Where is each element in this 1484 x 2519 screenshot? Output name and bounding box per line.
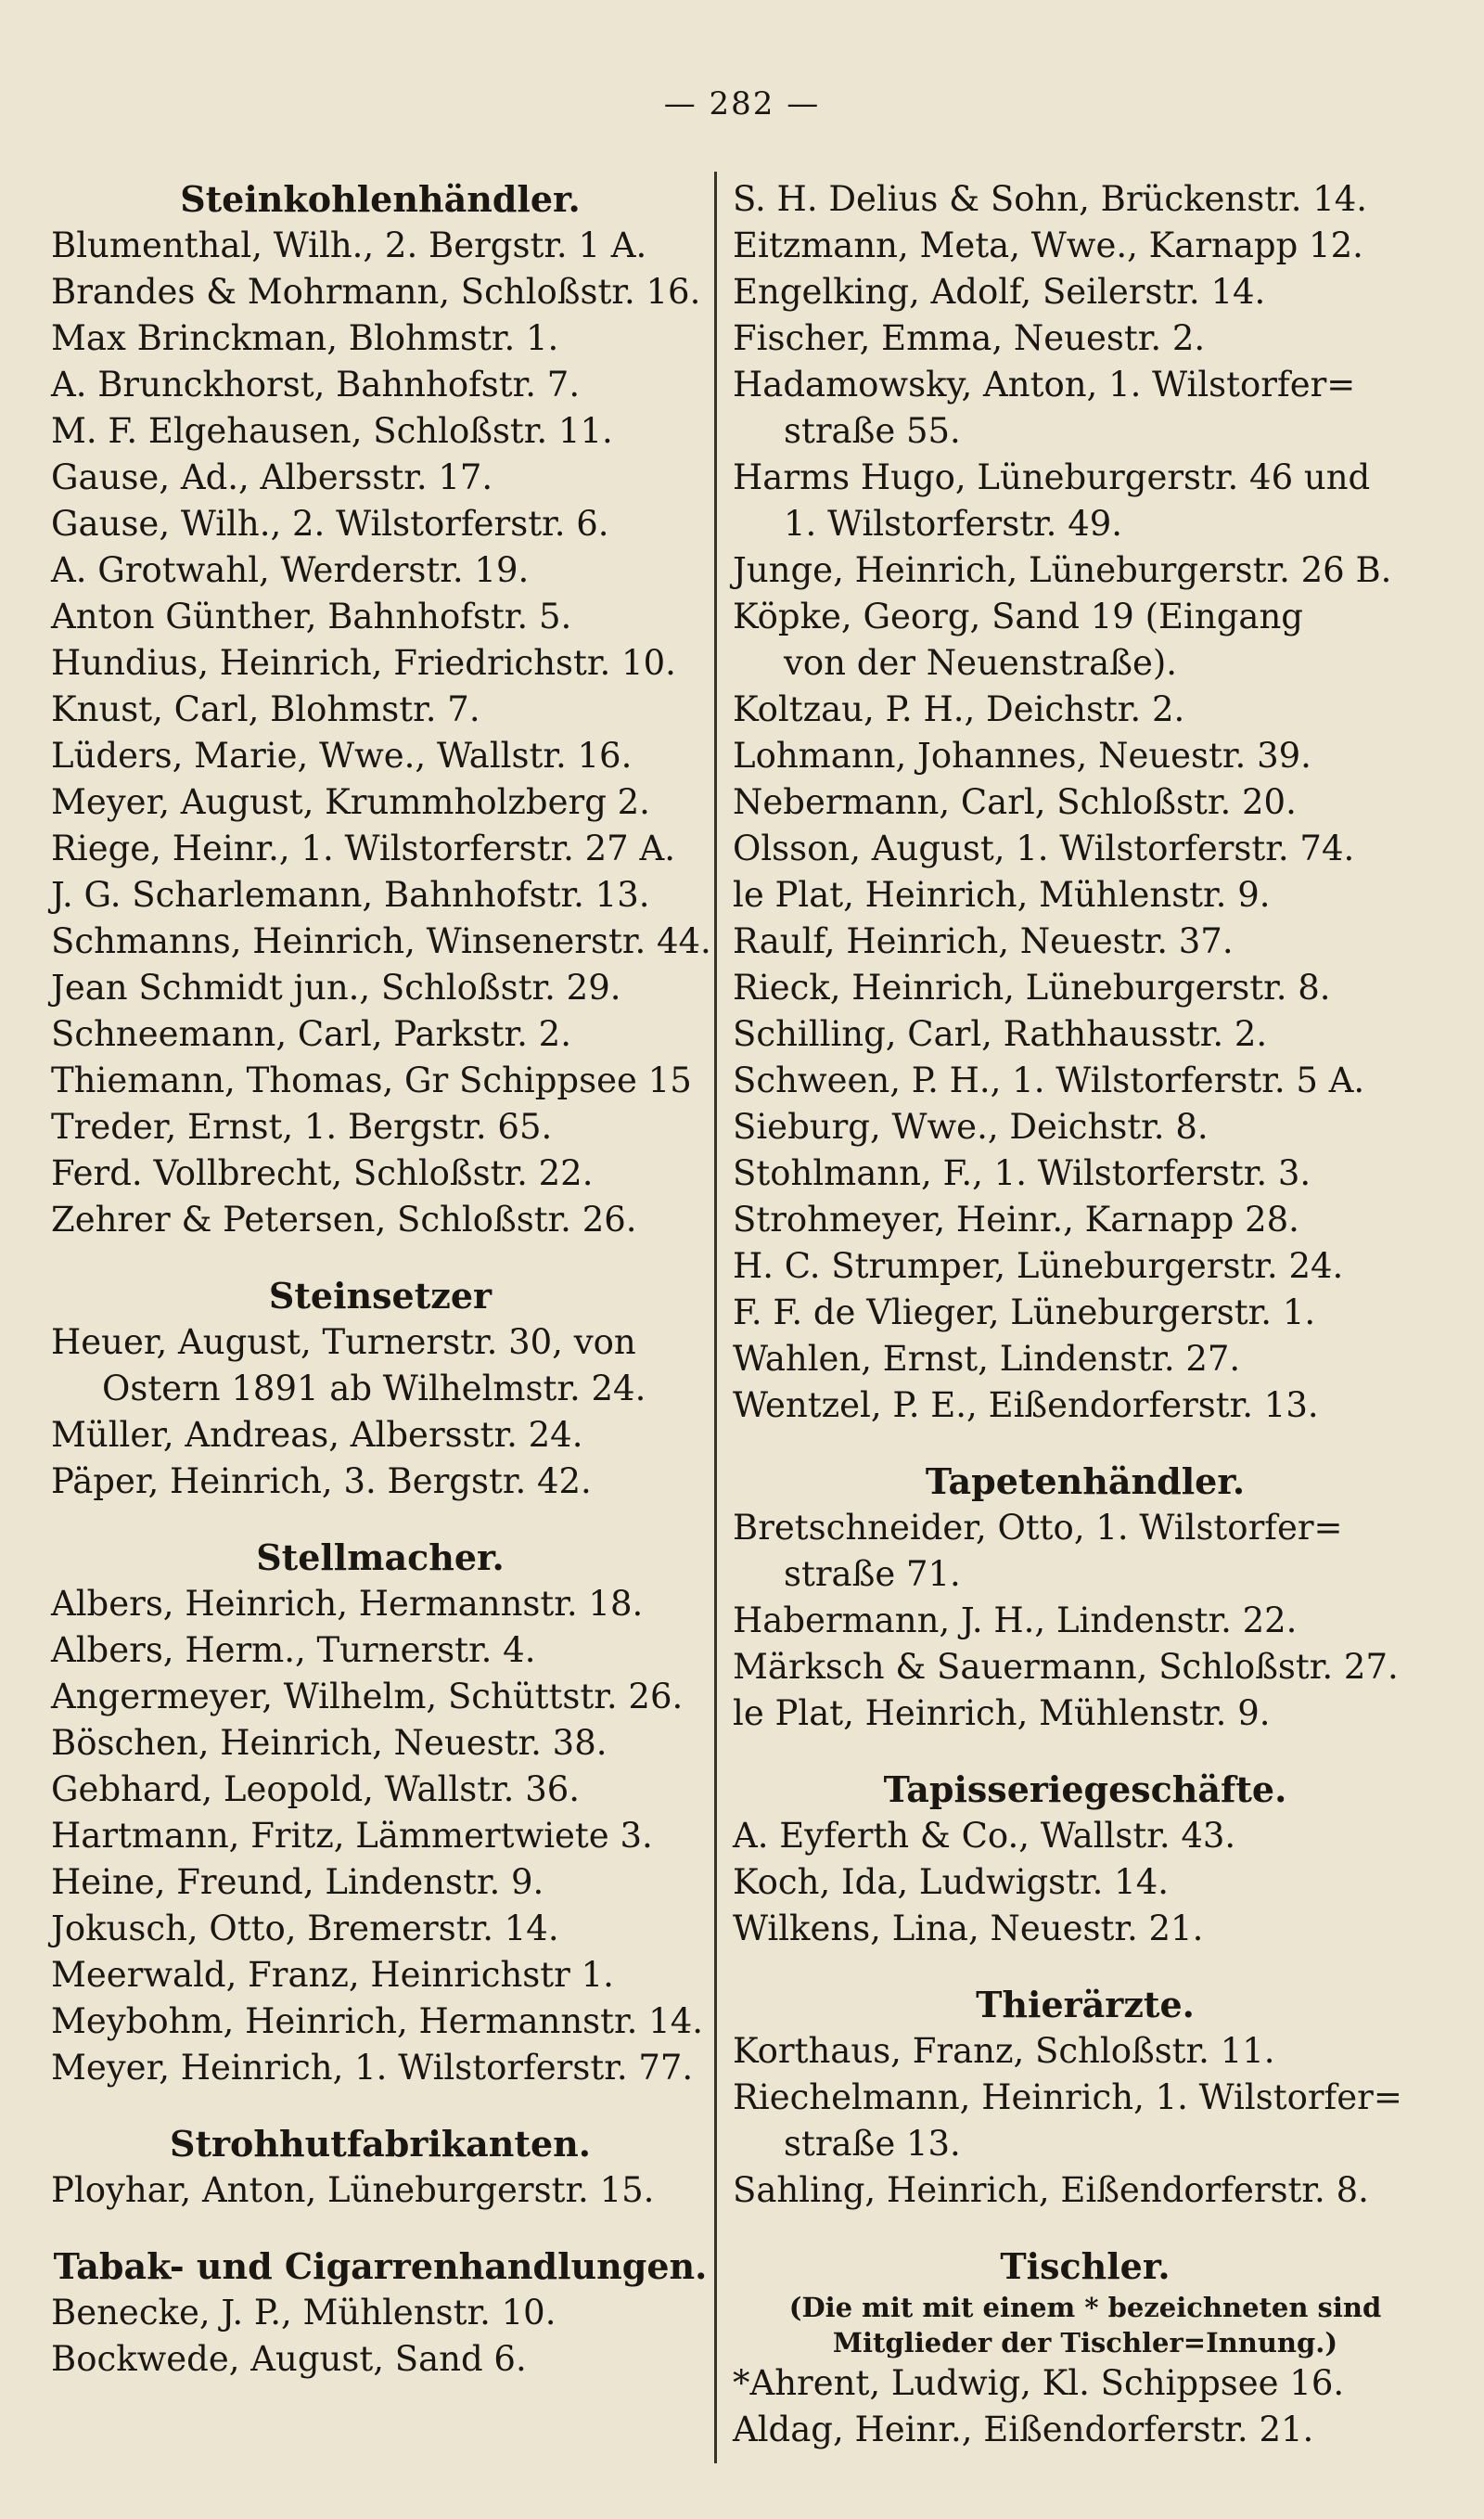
directory-entry: le Plat, Heinrich, Mühlenstr. 9. [733,1693,1271,1733]
section-gap [733,2214,1438,2243]
directory-entry: Heuer, August, Turnerstr. 30, von [51,1322,636,1362]
right-column [733,176,1438,2453]
section-gap [51,1243,710,1273]
directory-entry: Gebhard, Leopold, Wallstr. 36. [51,1769,581,1809]
directory-entry: Albers, Heinrich, Hermannstr. 18. [51,1584,644,1624]
entry-continuation: straße 13. [784,2124,961,2164]
directory-entry: M. F. Elgehausen, Schloßstr. 11. [51,411,613,451]
directory-entry: Müller, Andreas, Albersstr. 24. [51,1415,583,1455]
entry-continuation: 1. Wilstorferstr. 49. [784,504,1123,544]
directory-entry: Schween, P. H., 1. Wilstorferstr. 5 A. [733,1060,1365,1100]
directory-entry: Eitzmann, Meta, Wwe., Karnapp 12. [733,225,1363,265]
page-number: — 282 — [663,85,821,122]
section-heading: Strohhutfabrikanten. [170,2123,591,2165]
directory-entry: Engelking, Adolf, Seilerstr. 14. [733,272,1266,312]
directory-entry: Jean Schmidt jun., Schloßstr. 29. [51,968,621,1008]
directory-entry: Schneemann, Carl, Parkstr. 2. [51,1014,571,1054]
section-gap [51,1505,710,1535]
directory-entry: Köpke, Georg, Sand 19 (Eingang [733,597,1303,636]
directory-entry: Aldag, Heinr., Eißendorferstr. 21. [733,2410,1314,2449]
directory-entry: Bockwede, August, Sand 6. [51,2339,527,2379]
directory-entry: Schmanns, Heinrich, Winsenerstr. 44. [51,921,711,961]
directory-entry: Anton Günther, Bahnhofstr. 5. [51,597,572,636]
directory-entry: Blumenthal, Wilh., 2. Bergstr. 1 A. [51,225,647,265]
section-note: (Die mit mit einem * bezeichneten sind [788,2292,1382,2323]
section-heading: Tapetenhändler. [925,1460,1246,1502]
directory-entry: S. H. Delius & Sohn, Brückenstr. 14. [733,179,1368,219]
directory-entry: Knust, Carl, Blohmstr. 7. [51,689,480,729]
directory-entry: Lüders, Marie, Wwe., Wallstr. 16. [51,736,633,776]
directory-entry: Bretschneider, Otto, 1. Wilstorfer= [733,1508,1343,1548]
directory-entry: Fischer, Emma, Neuestr. 2. [733,318,1206,358]
directory-entry: Meyer, August, Krummholzberg 2. [51,782,650,822]
section-heading: Thierärzte. [976,1984,1195,2025]
directory-entry: Böschen, Heinrich, Neuestr. 38. [51,1723,608,1763]
directory-entry: Korthaus, Franz, Schloßstr. 11. [733,2031,1275,2071]
section-heading: Steinkohlenhändler. [180,178,581,220]
directory-entry: Heine, Freund, Lindenstr. 9. [51,1862,544,1902]
section-gap [51,2214,710,2243]
directory-entry: Wahlen, Ernst, Lindenstr. 27. [733,1339,1241,1379]
directory-entry: A. Grotwahl, Werderstr. 19. [51,550,530,590]
directory-entry: A. Eyferth & Co., Wallstr. 43. [733,1816,1236,1856]
directory-entry: Lohmann, Johannes, Neuestr. 39. [733,736,1311,776]
directory-entry: Raulf, Heinrich, Neuestr. 37. [733,921,1234,961]
directory-entry: Schilling, Carl, Rathhausstr. 2. [733,1014,1268,1054]
column-divider [714,172,717,2463]
directory-entry: Meybohm, Heinrich, Hermannstr. 14. [51,2001,703,2041]
directory-entry: A. Brunckhorst, Bahnhofstr. 7. [51,365,581,405]
section-note: Mitglieder der Tischler=Innung.) [832,2327,1338,2358]
section-gap [733,1429,1438,1459]
directory-entry: J. G. Scharlemann, Bahnhofstr. 13. [51,875,650,915]
directory-entry: Riege, Heinr., 1. Wilstorferstr. 27 A. [51,829,675,868]
directory-entry: Benecke, J. P., Mühlenstr. 10. [51,2293,556,2333]
directory-entry: Päper, Heinrich, 3. Bergstr. 42. [51,1461,592,1501]
directory-entry: Junge, Heinrich, Lüneburgerstr. 26 B. [733,550,1392,590]
directory-entry: Koch, Ida, Ludwigstr. 14. [733,1862,1169,1902]
directory-entry: Märksch & Sauermann, Schloßstr. 27. [733,1647,1399,1687]
entry-continuation: Ostern 1891 ab Wilhelmstr. 24. [102,1369,646,1408]
directory-entry: Meerwald, Franz, Heinrichstr 1. [51,1955,614,1995]
directory-entry: Hartmann, Fritz, Lämmertwiete 3. [51,1816,653,1856]
section-heading: Stellmacher. [256,1536,505,1578]
directory-entry: Gause, Wilh., 2. Wilstorferstr. 6. [51,504,609,544]
directory-entry: Ployhar, Anton, Lüneburgerstr. 15. [51,2170,655,2210]
directory-entry: Nebermann, Carl, Schloßstr. 20. [733,782,1297,822]
entry-continuation: straße 71. [784,1554,961,1594]
section-gap [733,1737,1438,1767]
directory-entry: Sieburg, Wwe., Deichstr. 8. [733,1107,1209,1147]
directory-entry: *Ahrent, Ludwig, Kl. Schippsee 16. [733,2363,1345,2403]
directory-entry: Albers, Herm., Turnerstr. 4. [51,1630,536,1670]
directory-entry: Koltzau, P. H., Deichstr. 2. [733,689,1185,729]
directory-entry: Riechelmann, Heinrich, 1. Wilstorfer= [733,2077,1402,2117]
directory-entry: Strohmeyer, Heinr., Karnapp 28. [733,1200,1299,1240]
directory-entry: Zehrer & Petersen, Schloßstr. 26. [51,1200,637,1240]
directory-entry: Wilkens, Lina, Neuestr. 21. [733,1909,1204,1948]
directory-entry: Harms Hugo, Lüneburgerstr. 46 und [733,457,1371,497]
directory-entry: Hundius, Heinrich, Friedrichstr. 10. [51,643,676,683]
directory-entry: H. C. Strumper, Lüneburgerstr. 24. [733,1246,1344,1286]
directory-entry: Brandes & Mohrmann, Schloßstr. 16. [51,272,701,312]
directory-entry: Thiemann, Thomas, Gr Schippsee 15 [51,1060,692,1100]
directory-entry: Meyer, Heinrich, 1. Wilstorferstr. 77. [51,2048,694,2088]
directory-entry: Ferd. Vollbrecht, Schloßstr. 22. [51,1153,594,1193]
entry-continuation: von der Neuenstraße). [784,643,1178,683]
left-column [51,176,710,2383]
directory-entry: le Plat, Heinrich, Mühlenstr. 9. [733,875,1271,915]
section-heading: Tischler. [1000,2245,1171,2287]
directory-entry: F. F. de Vlieger, Lüneburgerstr. 1. [733,1292,1316,1332]
directory-entry: Gause, Ad., Albersstr. 17. [51,457,493,497]
directory-entry: Max Brinckman, Blohmstr. 1. [51,318,559,358]
entry-continuation: straße 55. [784,411,961,451]
section-heading: Tabak- und Cigarrenhandlungen. [53,2245,708,2287]
directory-entry: Stohlmann, F., 1. Wilstorferstr. 3. [733,1153,1311,1193]
section-gap [51,2091,710,2121]
directory-entry: Habermann, J. H., Lindenstr. 22. [733,1600,1298,1640]
section-gap [733,1952,1438,1982]
section-heading: Tapisseriegeschäfte. [883,1768,1287,1810]
directory-entry: Jokusch, Otto, Bremerstr. 14. [51,1909,559,1948]
directory-entry: Sahling, Heinrich, Eißendorferstr. 8. [733,2170,1369,2210]
directory-entry: Angermeyer, Wilhelm, Schüttstr. 26. [51,1677,684,1716]
directory-entry: Treder, Ernst, 1. Bergstr. 65. [51,1107,553,1147]
directory-entry: Olsson, August, 1. Wilstorferstr. 74. [733,829,1355,868]
directory-entry: Hadamowsky, Anton, 1. Wilstorfer= [733,365,1356,405]
directory-entry: Rieck, Heinrich, Lüneburgerstr. 8. [733,968,1331,1008]
directory-entry: Wentzel, P. E., Eißendorferstr. 13. [733,1385,1319,1425]
section-heading: Steinsetzer [268,1275,493,1317]
